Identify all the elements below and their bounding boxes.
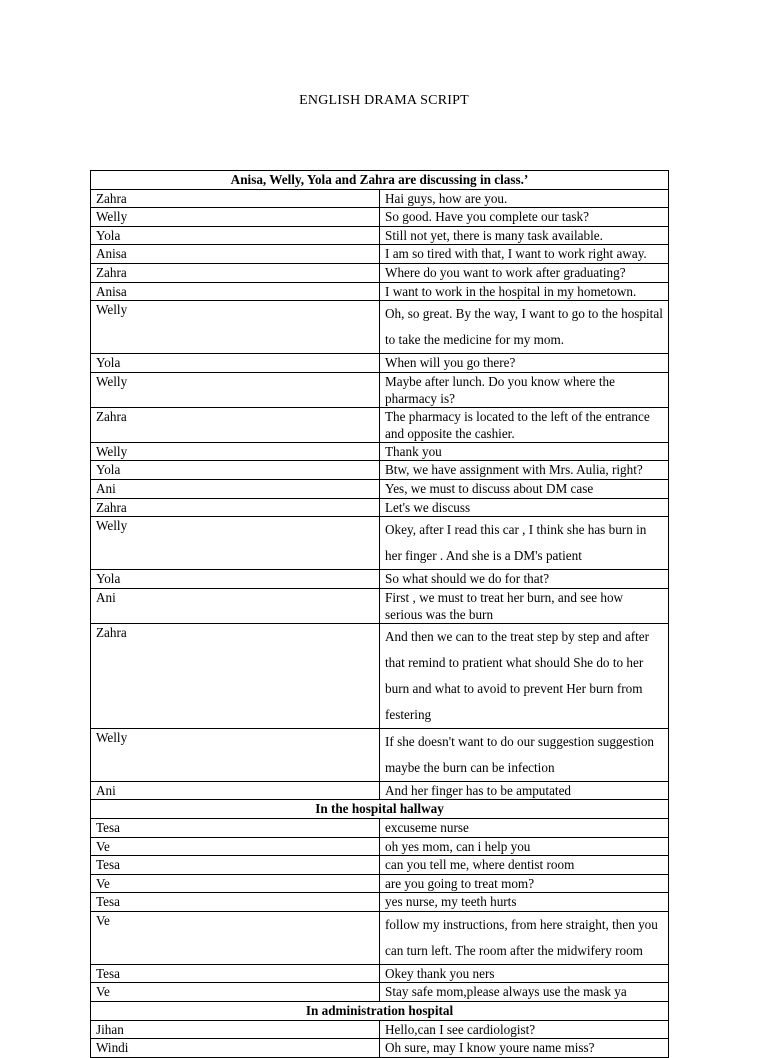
dialogue-cell: First , we must to treat her burn, and see how serious was the burn bbox=[380, 588, 669, 623]
speaker-cell: Tesa bbox=[91, 818, 380, 837]
dialogue-row bbox=[91, 442, 669, 461]
dialogue-cell: follow my instructions, from here straight, then you can turn left. The room after the midwifery room bbox=[380, 911, 669, 964]
speaker-cell: Jihan bbox=[91, 1020, 380, 1039]
speaker-cell: Welly bbox=[91, 208, 380, 227]
dialogue-row bbox=[91, 245, 669, 264]
dialogue-row bbox=[91, 282, 669, 301]
speaker-cell: Welly bbox=[91, 301, 380, 354]
dialogue-cell: Thank you bbox=[380, 442, 669, 461]
dialogue-cell: Maybe after lunch. Do you know where the pharmacy is? bbox=[380, 372, 669, 407]
dialogue-row bbox=[91, 818, 669, 837]
dialogue-cell: And her finger has to be amputated bbox=[380, 781, 669, 800]
speaker-cell: Welly bbox=[91, 372, 380, 407]
dialogue-cell: yes nurse, my teeth hurts bbox=[380, 893, 669, 912]
section-heading: In the hospital hallway bbox=[91, 800, 669, 819]
dialogue-cell: excuseme nurse bbox=[380, 818, 669, 837]
dialogue-cell: The pharmacy is located to the left of the entrance and opposite the cashier. bbox=[380, 407, 669, 442]
dialogue-cell: So good. Have you complete our task? bbox=[380, 208, 669, 227]
speaker-cell: Ani bbox=[91, 588, 380, 623]
speaker-cell: Welly bbox=[91, 728, 380, 781]
speaker-cell: Welly bbox=[91, 442, 380, 461]
speaker-cell: Yola bbox=[91, 570, 380, 589]
speaker-cell: Anisa bbox=[91, 282, 380, 301]
dialogue-cell: Oh, so great. By the way, I want to go to the hospital to take the medicine for my mom. bbox=[380, 301, 669, 354]
dialogue-row bbox=[91, 208, 669, 227]
dialogue-row bbox=[91, 837, 669, 856]
speaker-cell: Yola bbox=[91, 461, 380, 480]
dialogue-row bbox=[91, 874, 669, 893]
speaker-cell: Anisa bbox=[91, 245, 380, 264]
dialogue-cell: Hello,can I see cardiologist? bbox=[380, 1020, 669, 1039]
dialogue-cell: Hai guys, how are you. bbox=[380, 189, 669, 208]
speaker-cell: Zahra bbox=[91, 263, 380, 282]
speaker-cell: Windi bbox=[91, 1039, 380, 1058]
dialogue-cell: Still not yet, there is many task available. bbox=[380, 226, 669, 245]
dialogue-cell: Btw, we have assignment with Mrs. Aulia, right? bbox=[380, 461, 669, 480]
section-heading-row bbox=[91, 800, 669, 819]
dialogue-cell: are you going to treat mom? bbox=[380, 874, 669, 893]
dialogue-row bbox=[91, 517, 669, 570]
dialogue-row bbox=[91, 1039, 669, 1058]
dialogue-row bbox=[91, 407, 669, 442]
dialogue-row bbox=[91, 588, 669, 623]
dialogue-cell: I am so tired with that, I want to work right away. bbox=[380, 245, 669, 264]
dialogue-row bbox=[91, 964, 669, 983]
dialogue-cell: Okey, after I read this car , I think she has burn in her finger . And she is a DM's patient bbox=[380, 517, 669, 570]
dialogue-cell: I want to work in the hospital in my hometown. bbox=[380, 282, 669, 301]
speaker-cell: Ve bbox=[91, 837, 380, 856]
speaker-cell: Welly bbox=[91, 517, 380, 570]
dialogue-cell: Yes, we must to discuss about DM case bbox=[380, 479, 669, 498]
dialogue-cell: Okey thank you ners bbox=[380, 964, 669, 983]
dialogue-row bbox=[91, 570, 669, 589]
dialogue-cell: Oh sure, may I know youre name miss? bbox=[380, 1039, 669, 1058]
dialogue-row bbox=[91, 893, 669, 912]
speaker-cell: Zahra bbox=[91, 623, 380, 728]
dialogue-cell: oh yes mom, can i help you bbox=[380, 837, 669, 856]
dialogue-row bbox=[91, 354, 669, 373]
dialogue-row bbox=[91, 1020, 669, 1039]
script-table bbox=[90, 170, 669, 1058]
speaker-cell: Tesa bbox=[91, 893, 380, 912]
section-heading: In administration hospital bbox=[91, 1002, 669, 1021]
dialogue-row bbox=[91, 226, 669, 245]
dialogue-row bbox=[91, 372, 669, 407]
dialogue-row bbox=[91, 263, 669, 282]
dialogue-cell: can you tell me, where dentist room bbox=[380, 856, 669, 875]
dialogue-cell: Where do you want to work after graduating? bbox=[380, 263, 669, 282]
speaker-cell: Zahra bbox=[91, 189, 380, 208]
document-title: ENGLISH DRAMA SCRIPT bbox=[299, 93, 469, 108]
speaker-cell: Yola bbox=[91, 226, 380, 245]
dialogue-cell: When will you go there? bbox=[380, 354, 669, 373]
speaker-cell: Tesa bbox=[91, 856, 380, 875]
speaker-cell: Ani bbox=[91, 479, 380, 498]
dialogue-cell: Stay safe mom,please always use the mask ya bbox=[380, 983, 669, 1002]
speaker-cell: Ve bbox=[91, 874, 380, 893]
speaker-cell: Ani bbox=[91, 781, 380, 800]
speaker-cell: Ve bbox=[91, 911, 380, 964]
dialogue-row bbox=[91, 461, 669, 480]
speaker-cell: Ve bbox=[91, 983, 380, 1002]
speaker-cell: Tesa bbox=[91, 964, 380, 983]
dialogue-row bbox=[91, 911, 669, 964]
speaker-cell: Zahra bbox=[91, 498, 380, 517]
section-heading-row bbox=[91, 171, 669, 190]
dialogue-row bbox=[91, 189, 669, 208]
dialogue-cell: And then we can to the treat step by step and after that remind to pratient what should She do to her burn and what to avoid to prevent Her burn from festering bbox=[380, 623, 669, 728]
dialogue-row bbox=[91, 781, 669, 800]
section-heading-row bbox=[91, 1002, 669, 1021]
dialogue-row bbox=[91, 479, 669, 498]
dialogue-cell: So what should we do for that? bbox=[380, 570, 669, 589]
dialogue-row bbox=[91, 301, 669, 354]
speaker-cell: Zahra bbox=[91, 407, 380, 442]
dialogue-row bbox=[91, 623, 669, 728]
dialogue-cell: Let's we discuss bbox=[380, 498, 669, 517]
speaker-cell: Yola bbox=[91, 354, 380, 373]
dialogue-row bbox=[91, 728, 669, 781]
dialogue-cell: If she doesn't want to do our suggestion suggestion maybe the burn can be infection bbox=[380, 728, 669, 781]
dialogue-row bbox=[91, 856, 669, 875]
dialogue-row bbox=[91, 983, 669, 1002]
section-heading: Anisa, Welly, Yola and Zahra are discussing in class.’ bbox=[91, 171, 669, 190]
dialogue-row bbox=[91, 498, 669, 517]
